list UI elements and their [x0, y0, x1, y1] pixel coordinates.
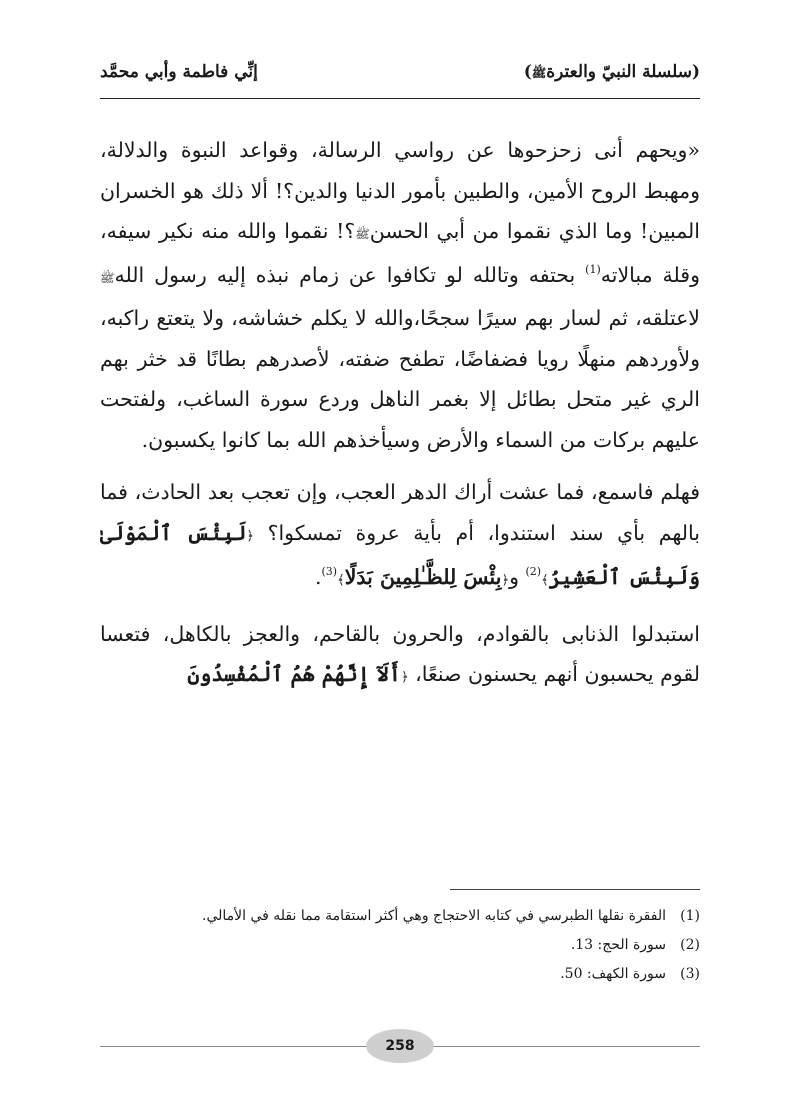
para1-part3: بحتفه وتالله لو تكافوا عن زمام نبذه إليه رسول الله [114, 262, 586, 287]
footnote-ref-1: (1) [585, 262, 601, 276]
quran-verse-3: أَلَآ إِنَّهُمْ هُمُ ٱلْمُفْسِدُونَ [187, 662, 401, 686]
quran-open-bracket: ﴿ [246, 528, 254, 544]
peace-ligature: ﷺ [355, 227, 370, 241]
para1-part4: لاعتلقه، ثم لسار بهم سيرًا سجحًا،والله لا يكلم خشاشه، ولا يتعتع راكبه، ولأوردهم منهلًا رويا فضفاضًا، تطفح ضفته، لأصدرهم بطانًا قد خثر بهم الري غير متحل بطائل إلا بغمر الناهل وردع سورة الساغب، ولفتحت عليهم بركات من السماء والأرض وسيأخذهم الله بما كانوا يكسبون. [100, 306, 701, 452]
footnote-text: سورة الحج: 13. [570, 937, 666, 953]
paragraph-3 [100, 614, 700, 699]
footnote-1 [100, 902, 700, 931]
page-number-rule-right [434, 1046, 700, 1047]
footnote-text: سورة الكهف: 50. [560, 966, 666, 982]
quran-open-bracket: ﴿ [501, 573, 510, 588]
series-title-text: (سلسلة النبيّ والعترة [546, 62, 700, 82]
quran-verse-2: بِئْسَ لِلظَّـٰلِمِينَ بَدَلًا [344, 565, 502, 589]
footnote-ref-3: (3) [321, 565, 338, 578]
conjunction: و [509, 565, 526, 589]
chapter-title: إنِّي فاطمة وأبي محمَّد [100, 62, 258, 82]
footnote-text: الفقرة نقلها الطبرسي في كتابه الاحتجاج وهي أكثر استقامة مما نقله في الأمالي. [202, 908, 666, 924]
para1-part2: ؟! نقموا والله منه نكير سيفه، وقلة مبالاته [100, 219, 700, 287]
para1-part1: «ويحهم أنى زحزحوها عن رواسي الرسالة، وقواعد النبوة والدلالة، ومهبط الروح الأمين، والطبين بأمور الدنيا والدين؟! ألا ذلك هو الخسران المبين! وما الذي نقموا من أبي الحسن [100, 138, 700, 243]
series-title [524, 62, 700, 83]
quran-close-bracket: ﴾ [337, 573, 345, 588]
page-number: 258 [366, 1029, 434, 1063]
quran-close-bracket: ﴾ [541, 573, 549, 588]
series-title-close: ) [523, 62, 532, 82]
prophet-ligature: ﷺ [100, 270, 115, 285]
header-rule [100, 98, 700, 99]
paragraph-1 [100, 130, 700, 460]
footnote-number: (2) [680, 937, 700, 953]
para3-part1: استبدلوا الذنابى بالقوادم، والحرون بالقاحم، والعجز بالكاهل، فتعسا لقوم يحسبون أنهم يحسنون صنعًا، [100, 621, 700, 686]
footnote-ref-2: (2) [525, 565, 542, 578]
para2-part1: فهلم فاسمع، فما عشت أراك الدهر العجب، وإن تعجب بعد الحادث، فما بالهم بأي سند استندوا، أم بأية عروة تمسكوا؟ [100, 480, 700, 545]
page-number-rule-left [100, 1046, 366, 1047]
footnote-2 [100, 931, 700, 960]
para2-end: . [314, 565, 322, 589]
body-text [100, 130, 700, 699]
running-header [100, 54, 700, 94]
footnote-separator [450, 889, 700, 890]
footnote-number: (3) [680, 966, 700, 982]
peace-ligature: ﷺ [531, 66, 547, 80]
footnote-number: (1) [680, 908, 700, 924]
quran-open-bracket: ﴿ [400, 670, 409, 685]
paragraph-2 [100, 472, 700, 602]
quran-verse-1: لَبِئْسَ ٱلْمَوْلَىٰ وَلَبِئْسَ ٱلْعَشِيرُ [100, 520, 700, 589]
footnote-3 [100, 960, 700, 989]
footnotes [100, 902, 700, 989]
